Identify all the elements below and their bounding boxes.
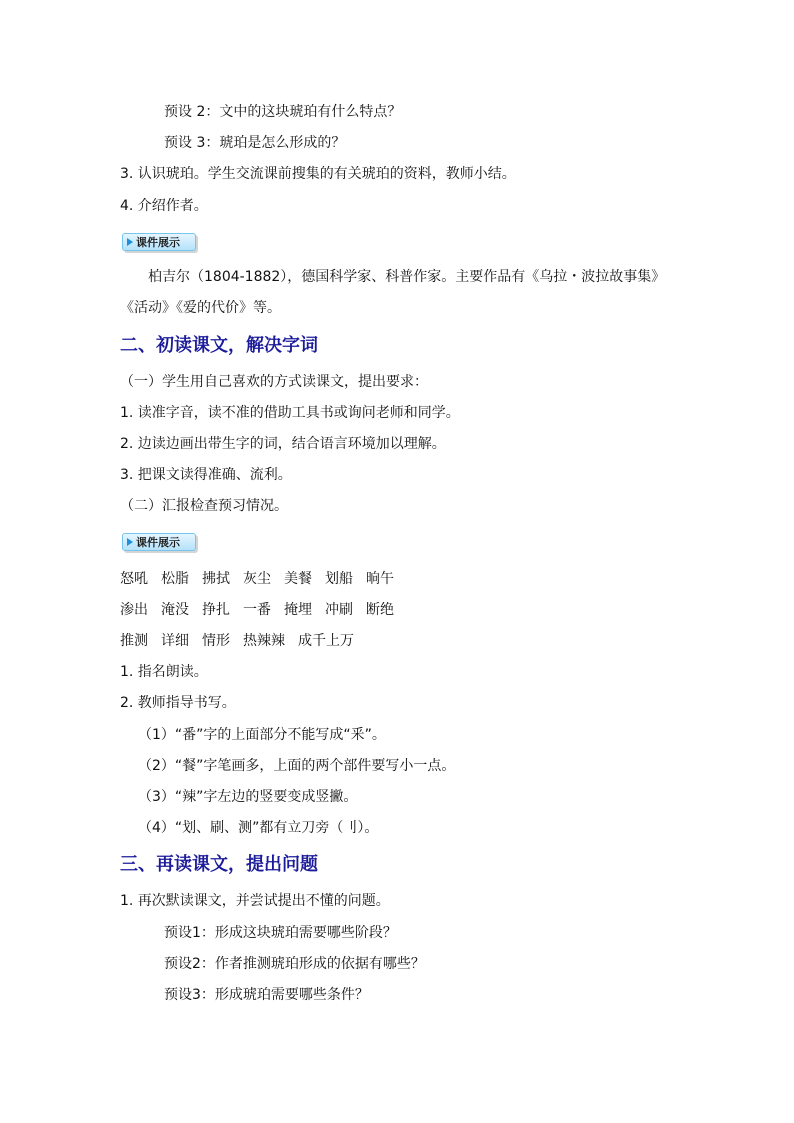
courseware-tag: [122, 233, 196, 251]
section-2-heading: 二、初读课文，解决字词: [120, 335, 318, 356]
word-row-2: [120, 600, 407, 620]
vocab-word: 断绝: [366, 602, 394, 618]
play-triangle-icon: [127, 238, 133, 246]
section-3-heading: 三、再读课文，提出问题: [120, 854, 318, 875]
vocab-word: 渗出: [120, 602, 148, 618]
courseware-tag: [122, 533, 196, 551]
step-3-line: 3. 认识琥珀。学生交流课前搜集的有关琥珀的资料，教师小结。: [120, 166, 516, 182]
vocab-word: 详细: [161, 633, 189, 649]
vocab-word: 成千上万: [298, 633, 354, 649]
vocab-word: 晌午: [366, 571, 394, 587]
vocab-word: 情形: [202, 633, 230, 649]
writing-tip-4: （4）“划、刷、测”都有立刀旁（刂）。: [138, 820, 379, 836]
vocab-word: 怒吼: [120, 571, 148, 587]
writing-tip-3: （3）“辣”字左边的竖要变成竖撇。: [138, 789, 358, 805]
vocab-word: 挣扎: [202, 602, 230, 618]
play-triangle-icon: [127, 538, 133, 546]
vocab-word: 热辣辣: [243, 633, 285, 649]
question-preset-3: 预设3：形成琥珀需要哪些条件？: [164, 987, 369, 1003]
courseware-tag-label: 课件展示: [136, 236, 180, 249]
preset-2-line: 预设 2：文中的这块琥珀有什么特点？: [164, 104, 402, 120]
requirement-1: 1. 读准字音，读不准的借助工具书或询问老师和同学。: [120, 405, 460, 421]
author-para-line-2: 《活动》《爱的代价》等。: [120, 300, 281, 316]
vocab-word: 松脂: [161, 571, 189, 587]
report-line: （二）汇报检查预习情况。: [120, 498, 288, 514]
vocab-word: 拂拭: [202, 571, 230, 587]
vocab-word: 灰尘: [243, 571, 271, 587]
requirement-2: 2. 边读边画出带生字的词，结合语言环境加以理解。: [120, 436, 446, 452]
preset-3-line: 预设 3：琥珀是怎么形成的？: [164, 135, 346, 151]
requirement-intro: （一）学生用自己喜欢的方式读课文，提出要求：: [120, 374, 428, 390]
writing-tip-2: （2）“餐”字笔画多，上面的两个部件要写小一点。: [138, 758, 456, 774]
writing-tip-1: （1）“番”字的上面部分不能写成“釆”。: [138, 727, 386, 743]
vocab-word: 冲刷: [325, 602, 353, 618]
requirement-3: 3. 把课文读得准确、流利。: [120, 467, 292, 483]
question-preset-1: 预设1：形成这块琥珀需要哪些阶段？: [164, 925, 397, 941]
reading-line: 1. 指名朗读。: [120, 664, 208, 680]
vocab-word: 推测: [120, 633, 148, 649]
vocab-word: 一番: [243, 602, 271, 618]
vocab-word: 掩埋: [284, 602, 312, 618]
vocab-word: 美餐: [284, 571, 312, 587]
step-4-line: 4. 介绍作者。: [120, 198, 208, 214]
word-row-3: [120, 631, 367, 651]
reread-line: 1. 再次默读课文，并尝试提出不懂的问题。: [120, 893, 390, 909]
writing-guide-line: 2. 教师指导书写。: [120, 695, 236, 711]
vocab-word: 划船: [325, 571, 353, 587]
word-row-1: [120, 569, 407, 589]
vocab-word: 淹没: [161, 602, 189, 618]
courseware-tag-label: 课件展示: [136, 536, 180, 549]
author-para-line-1: 柏吉尔（1804-1882），德国科学家、科普作家。主要作品有《乌拉・波拉故事集》: [148, 269, 666, 285]
question-preset-2: 预设2：作者推测琥珀形成的依据有哪些？: [164, 956, 425, 972]
